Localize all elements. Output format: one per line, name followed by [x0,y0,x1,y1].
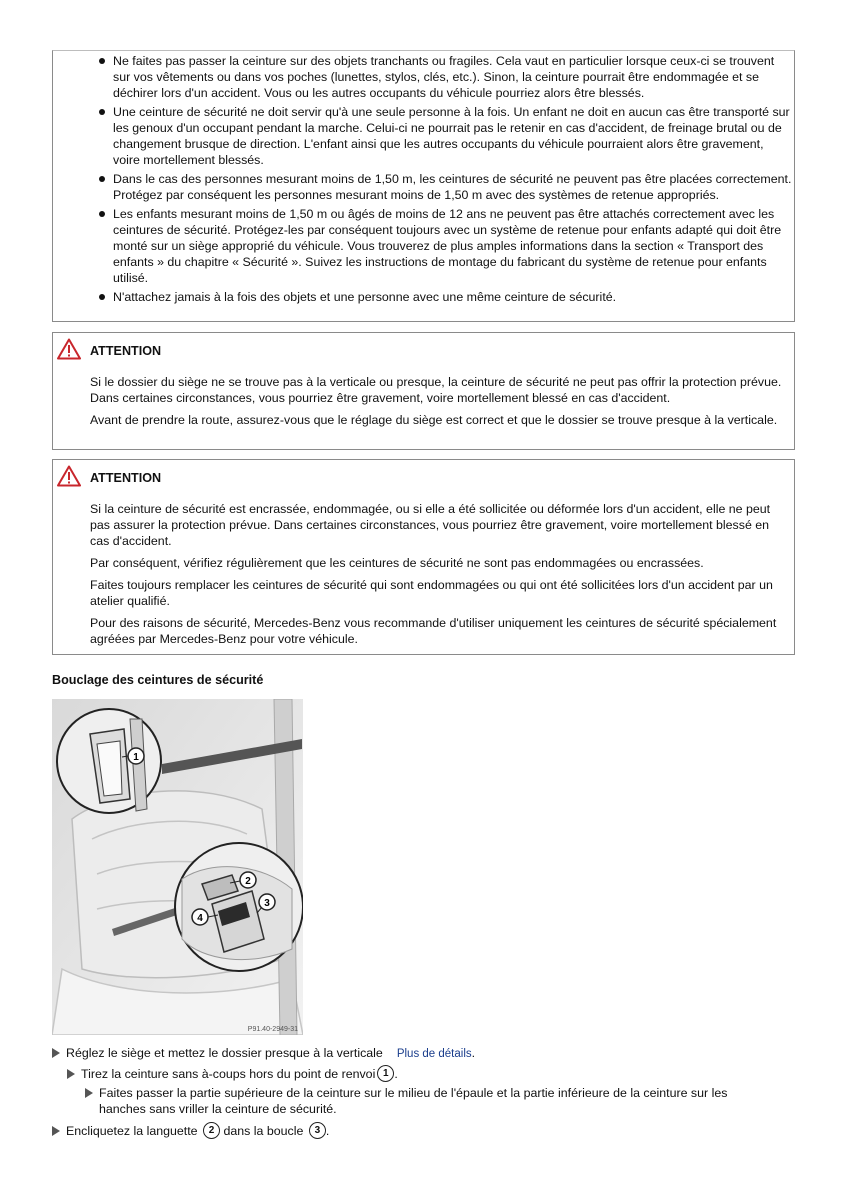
callout-4-label: 4 [197,913,203,924]
warning-triangle-icon [57,338,81,360]
callout-3-label: 3 [264,898,270,909]
callout-ref-2: 2 [203,1122,220,1139]
bullet-list [113,53,793,308]
step-arrow-icon [52,1048,60,1058]
warning-paragraph: Pour des raisons de sécurité, Mercedes-Benz vous recommande d'utiliser uniquement les ceintures de sécurité spécialement agréées par Mercedes-Benz pour votre véhicule. [90,616,777,646]
warning-paragraph: Faites toujours remplacer les ceintures de sécurité qui sont endommagées ou qui ont été sollicitées lors d'un accident par un atelier qualifié. [90,578,773,608]
step-position-belt: Faites passer la partie supérieure de la ceinture sur le milieu de l'épaule et la partie inférieure de la ceinture sur les hanches sans vriller la ceinture de sécurité. [85,1085,785,1117]
warning-title: ATTENTION [90,344,162,358]
warning-paragraph: Avant de prendre la route, assurez-vous que le réglage du siège est correct et que le dossier se trouve presque à la verticale. [90,413,778,427]
callout-ref-1: 1 [377,1065,394,1082]
list-item: Une ceinture de sécurité ne doit servir qu'à une seule personne à la fois. Un enfant ne doit en aucun cas être transporté sur les genoux d'un occupant pendant la marche. Celui-ci ne pourrait pas le retenir en cas d'accident, de freinage brutal ou de changement brusque de direction. L'enfant ainsi que les autres occupants du véhicule pourraient alors être gravement, voire mortellement blessés. [113,104,793,168]
step-adjust-seat: Réglez le siège et mettez le dossier presque à la verticale Plus de détails. [52,1045,475,1062]
list-item: N'attachez jamais à la fois des objets et une personne avec une même ceinture de sécurité. [113,289,793,305]
step-arrow-icon [85,1088,93,1098]
section-heading: Bouclage des ceintures de sécurité [52,673,264,687]
list-item: Ne faites pas passer la ceinture sur des objets tranchants ou fragiles. Cela vaut en particulier lorsque ceux-ci se trouvent sur vos vêtements ou dans vos poches (lunettes, stylos, clés, etc.). Sinon, la ceinture pourrait être endommagée et se déchirer lors d'un accident. Vous ou les autres occupants du véhicule pourriez alors être blessés. [113,53,793,101]
callout-1-label: 1 [133,752,139,763]
callout-ref-3: 3 [309,1122,326,1139]
warning-box-damaged-belt [52,459,795,655]
warning-box-seat-backrest [52,332,795,450]
step-buckle: Encliquetez la languette 2 dans la boucle 3 . [52,1122,329,1139]
step-arrow-icon [67,1069,75,1079]
warning-paragraph: Par conséquent, vérifiez régulièrement que les ceintures de sécurité ne sont pas endommagées ou encrassées. [90,556,704,570]
image-code: P91.40-2949-31 [247,1026,298,1033]
step-arrow-icon [52,1126,60,1136]
callout-2-label: 2 [245,876,251,887]
seat-belt-illustration [52,699,303,1035]
warning-body [90,374,790,434]
list-item: Les enfants mesurant moins de 1,50 m ou âgés de moins de 12 ans ne peuvent pas être attachés correctement avec les ceintures de sécurité. Protégez-les par conséquent toujours avec un système de retenue pour enfants adapté qui doit être monté sur un siège approprié du véhicule. Vous trouverez de plus amples informations dans la section « Transport des enfants » du chapitre « Sécurité ». Suivez les instructions de montage du fabricant du système de retenue pour enfants utilisé. [113,206,793,286]
warning-triangle-icon [57,465,81,487]
more-details-link[interactable]: Plus de détails [396,1048,472,1060]
safety-bullet-box [52,50,795,322]
warning-paragraph: Si le dossier du siège ne se trouve pas à la verticale ou presque, la ceinture de sécurité ne peut pas offrir la protection prévue. Dans certaines circonstances, vous pourriez être gravement, voire mortellement blessé en cas d'accident. [90,375,782,405]
step-pull-belt: Tirez la ceinture sans à-coups hors du point de renvoi 1 . [67,1065,398,1082]
warning-body [90,501,790,653]
warning-title: ATTENTION [90,471,162,485]
list-item: Dans le cas des personnes mesurant moins de 1,50 m, les ceintures de sécurité ne peuvent pas être placées correctement. Protégez par conséquent les personnes mesurant moins de 1,50 m avec des systèmes de retenue appropriés. [113,171,793,203]
warning-paragraph: Si la ceinture de sécurité est encrassée, endommagée, ou si elle a été sollicitée ou déformée lors d'un accident, elle ne peut pas assurer la protection prévue. Dans certaines circonstances, vous pourriez être gravement, voire mortellement blessé en cas d'accident. [90,502,771,548]
seat-belt-illustration-drawing [52,699,303,1035]
